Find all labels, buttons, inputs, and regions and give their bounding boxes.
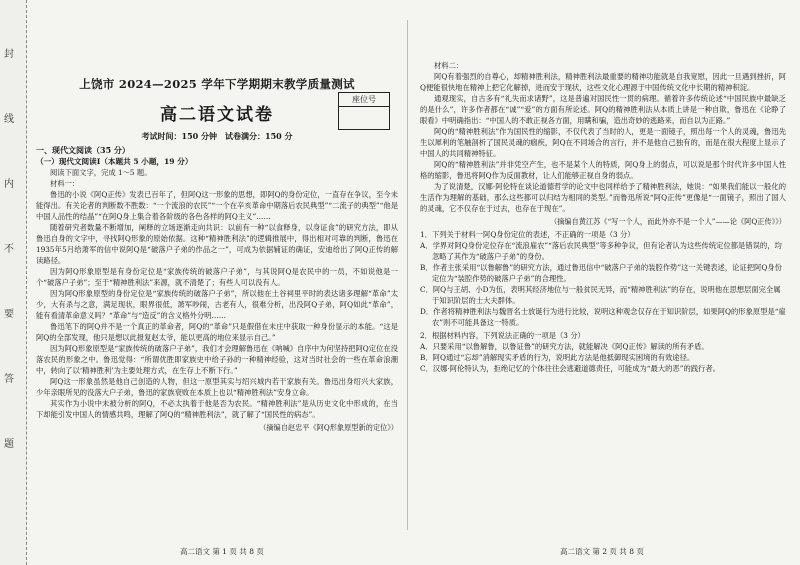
- question-1: 1．下列关于材料一阿Q身份定位的表述，不正确的一项是（3 分）: [420, 230, 635, 239]
- seat-number-box: [338, 92, 390, 130]
- source-citation: （摘编自赵忠平《阿Q形象原型新的定位》）: [259, 423, 398, 432]
- binding-char: 线: [4, 114, 14, 125]
- paragraph: 因为阿Q形象原型的身份定位是“家族传统的破落户子弟”，所以他在土谷祠里平时的表达诸多理解“革命”太少，大有杀与之意，满足现状，眼界很低，萧军吵闹，古老有人，很难分析，出没阿Q子弟，阿Q如此“革命”，能有看清革命意义吗？“革命”与“造反”的含义格外分明……: [36, 289, 398, 320]
- page-2: [420, 12, 786, 540]
- option-1a: A．学界对阿Q身份定位存在“流浪雇农”“落后农民典型”等多种争议，但有论者认为这些传统定位都是错误的，均忽略了其作为“破落户子弟”的身份。: [420, 241, 782, 261]
- option-1b: B．作者主张采用“以鲁解鲁”的研究方法，通过鲁迅信中“破落户子弟的装腔作势”这一关键表述，论证把阿Q身份定位为“装腔作势的破落户子弟”的合理性。: [420, 263, 782, 283]
- binding-char: 题: [4, 439, 14, 450]
- option-2c: C．汉娜·阿伦特认为，拒绝记忆的个体往往会逃避道德责任，可能成为“最大的恶”的践行者。: [420, 364, 720, 373]
- option-2a: A．只要采用“以鲁解鲁，以鲁证鲁”的研究方法，就能解决《阿Q正传》解读的所有矛盾。: [420, 342, 709, 351]
- page-footer-right: 高二语文 第 2 页 共 8 页: [560, 547, 644, 556]
- source-citation: （摘编自黄江苏《“写一个人，而此外亦不是一个人”——论《阿Q正传》》）: [549, 217, 786, 226]
- paragraph: 通观现实，自古多有“礼失而求诸野”，这是普遍对国民性一贯的病理。循着许多传统论述“中国民族中最缺乏的是什么”，许多作者都在“诚”“爱”的方面有所论述。阿Q的精神胜利法从本质上讲是一种自欺，鲁迅在《论睁了眼看》中明确指出：“中国人的不敢正视各方面，用瞒和骗，造出奇妙的逃路来，而自以为正路。”: [420, 94, 786, 125]
- option-1c: C．阿Q与王胡、小D为伍，表明其经济地位与一般贫民无异，而“精神胜利法”的存在，说明他在思想层面完全属于知识阶层的士大夫群体。: [420, 285, 781, 305]
- binding-strip: [0, 0, 27, 565]
- paragraph: 阿Q这一形象虽然是他自己创造的人物，但这一原型其实与绍兴城内若干家族有关。鲁迅出身绍兴大家族，少年亲眼所见的没落大户子弟，鲁迅的家族衰败在本质上也以“精神胜利法”安身立命。: [36, 377, 398, 397]
- option-1d: D．作者将精神胜利法与魏晋名士放诞行为进行比较，说明这种观念仅存在于知识阶层，如果阿Q的形象原型是“雇农”则不可能具备这一特质。: [420, 307, 786, 327]
- exam-info: 考试时间：150 分钟 试卷满分：150 分: [141, 131, 293, 141]
- material-label: 材料二：: [434, 61, 464, 70]
- option-2b: B．阿Q通过“忘却”消解现实矛盾的行为，说明此方法是他抵御现实困境的有效途径。: [420, 353, 695, 362]
- section-heading: 一、现代文阅读（35 分）: [36, 145, 130, 155]
- page-1: [36, 12, 398, 540]
- paragraph: 为了说清楚，汉娜·阿伦特在谈论道德哲学的论文中也同样给予了精神胜利法，她说：“如果我们能以一般化的生活作为理解的基础，那么这些都可以归结为相同的类型。”而鲁迅所说“阿Q正传”更像是“一面镜子，照出了国人的灵魂，它不仅存在于过去，也存在于现在”。: [420, 182, 786, 213]
- page-footer-left: 高二语文 第 1 页 共 8 页: [180, 547, 264, 556]
- paragraph: 因为阿Q形象原型是“家族传统的破落户子弟”，我们才会理解鲁迅在《呐喊》自序中为何坚持把阿Q定位在没落农民的形象之中。鲁迅觉得：“所谓优胜即家族史中给子孙的一种精神经验，这对当时社会的一些在革命浪潮中，转向了以‘精神胜利’为主要处理方式，在生存上不断下行。”: [36, 344, 398, 375]
- material-label: 材料一：: [50, 179, 80, 188]
- paragraph: 阿Q的“精神胜利法”并非凭空产生，也不是某个人的特质，阿Q身上的弱点，可以说是那个时代许多中国人性格的缩影，鲁迅将阿Q作为反面教材，让人们能够正视自身的弱点。: [420, 160, 786, 180]
- instruction: 阅读下面文字，完成 1～5 题。: [50, 168, 152, 177]
- paragraph: 鲁迅笔下的阿Q并不是一个真正的革命者，阿Q的“革命”只是假借在未庄中获取一种身份显示的本能。“这是阿Q的全部发现，他只是想以此报复赵太爷，能以更高的地位来显示自己。”: [36, 322, 398, 342]
- page-divider: [407, 20, 408, 530]
- question-2: 2．根据材料内容，下列说法正确的一项是（3 分）: [420, 331, 585, 340]
- paragraph: 阿Q有着强烈的自尊心，却精神胜利法，精神胜利法最重要的精神功能就是自我宽慰，因此一旦遇到挫折，阿Q便能很快地在精神上把它化解掉，进而安于现状，这些文化心理源于中国传统文化中长期的精神积淀。: [420, 72, 786, 92]
- paragraph: 鲁迅的小说《阿Q正传》发表已百年了，但阿Q这一形象的思想，即阿Q的身份定位，一直存在争议，至今未能得出。有关论者的判断数不胜数：“一个流浪的农民”“一个在辛亥革命中期落后农民典型”“二流子的典型”“他是中国人品性的结晶”“在阿Q身上集合着各阶级的各色各样的阿Q主义”……: [36, 190, 398, 221]
- subject-title: 高二语文试卷: [160, 105, 274, 125]
- paragraph: 因为阿Q形象原型是有身份定位是“家族传统的破落户子弟”，与其说阿Q是农民中的一员，不如说他是一个“破落户子弟”；至于“精神胜利法”来源，就不清楚了；有些人可以没有人。: [36, 267, 398, 287]
- exam-title: 上饶市 2024—2025 学年下学期期末教学质量测试: [79, 77, 355, 91]
- seat-number-label: 座位号: [339, 93, 389, 107]
- subsection-heading: （一）现代文阅读Ⅰ（本题共 5 小题，19 分）: [36, 157, 193, 166]
- binding-char: 内: [4, 179, 14, 190]
- paragraph: 其实作为小说中未被分析的阿Q，不必太执着于他是否为农民。“精神胜利法”是从历史文化中形成的，在当下却能引发中国人的情感共鸣，理解了阿Q的“精神胜利法”，就了解了“国民性的病态”。: [36, 399, 398, 419]
- binding-char: 答: [4, 374, 14, 385]
- paragraph: 随着研究者数量不断增加，阐释的立场逐渐走向共识：以前有一种“以食释身，以身证食”的研究方法，即从鲁迅自身的文字中，寻找阿Q形象的原始依据。这种“精神胜利法”的逻辑推展中，得出相对可靠的判断，鲁迅在1935年5月给萧军的信中说阿Q是“破落户子弟的作品之一”，可成为依据辅证的确证，安迪给出了阿Q正传的解读路径。: [36, 223, 398, 265]
- binding-char: 封: [4, 49, 14, 60]
- binding-char: 不: [4, 244, 14, 255]
- binding-char: 要: [4, 309, 14, 320]
- paragraph: 阿Q的“精神胜利法”作为国民性的缩影，不仅代表了当时的人，更是一面镜子，照出每一个人的灵魂，鲁迅先生以犀利的笔触剖析了国民灵魂的痼疾，阿Q在不同场合的言行，并不是他自己独有的，而是在很大程度上显示了中国人的共同精神特征。: [420, 127, 786, 158]
